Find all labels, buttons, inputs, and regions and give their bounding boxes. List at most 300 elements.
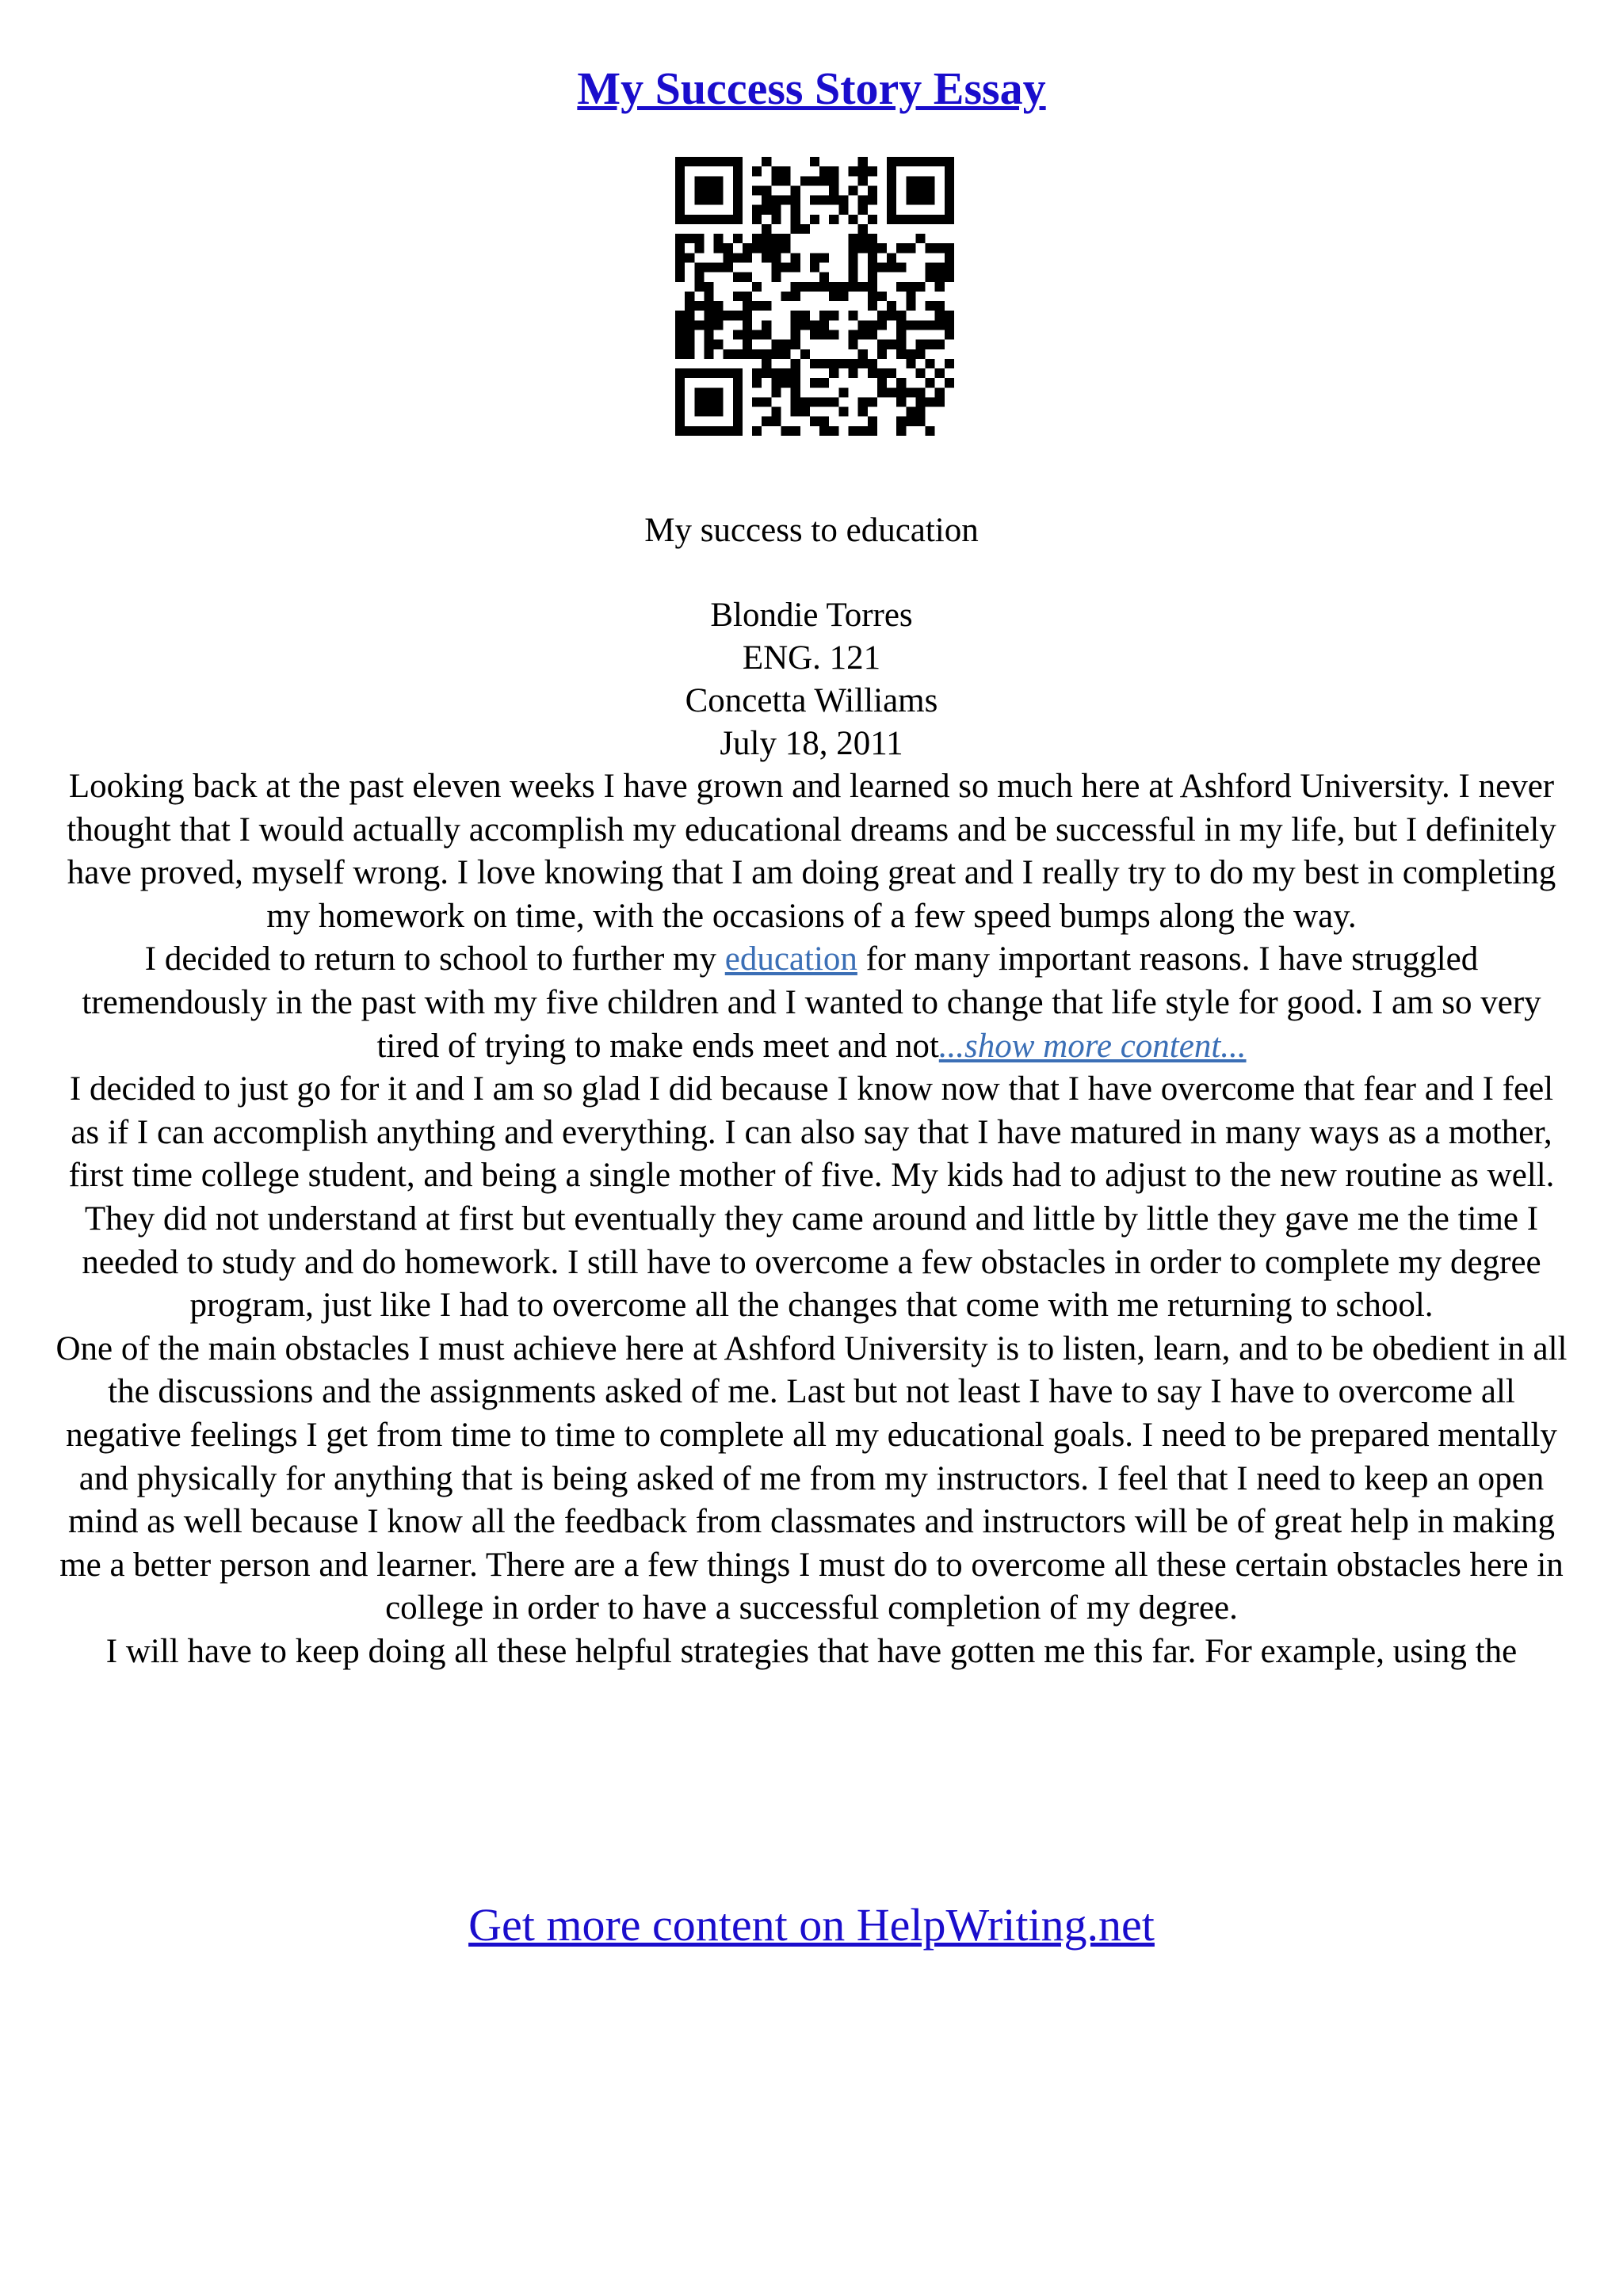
qr-module	[848, 253, 857, 262]
qr-module	[733, 166, 743, 176]
qr-module	[896, 263, 906, 273]
qr-module	[762, 330, 771, 339]
qr-module	[945, 273, 954, 282]
qr-module	[906, 387, 915, 397]
qr-module	[675, 253, 685, 262]
qr-module	[819, 320, 829, 330]
qr-module	[781, 426, 791, 436]
qr-module	[694, 426, 704, 436]
footer-link[interactable]: Get more content on HelpWriting.net	[468, 1899, 1155, 1951]
qr-code-icon	[675, 157, 954, 436]
qr-module	[791, 253, 800, 262]
qr-module	[714, 157, 724, 166]
qr-module	[704, 282, 713, 292]
qr-module	[887, 368, 896, 378]
qr-module	[771, 349, 781, 359]
qr-module	[733, 196, 743, 205]
qr-module	[704, 196, 713, 205]
qr-module	[791, 368, 800, 378]
qr-module	[877, 263, 887, 273]
qr-module	[675, 397, 685, 406]
qr-module	[810, 157, 819, 166]
qr-module	[838, 387, 848, 397]
qr-module	[926, 176, 935, 185]
qr-module	[926, 273, 935, 282]
qr-module	[762, 253, 771, 262]
qr-module	[877, 320, 887, 330]
qr-module	[819, 426, 829, 436]
qr-module	[733, 426, 743, 436]
qr-module	[714, 243, 724, 253]
paragraph-2-text-end: for many important reasons. I have struggled tremendously in the past with my five children and I wanted to change that life style for good. I am so very tired of trying to make ends meet and not	[82, 940, 1541, 1065]
qr-module	[945, 157, 954, 166]
qr-module	[762, 243, 771, 253]
qr-module	[733, 387, 743, 397]
qr-module	[868, 330, 877, 339]
qr-module	[868, 185, 877, 195]
qr-module	[945, 263, 954, 273]
qr-module	[829, 397, 838, 406]
qr-module	[771, 387, 781, 397]
qr-module	[915, 349, 925, 359]
qr-module	[800, 224, 810, 234]
qr-module	[887, 263, 896, 273]
qr-module	[694, 282, 704, 292]
qr-module	[675, 176, 685, 185]
qr-module	[771, 234, 781, 243]
qr-module	[685, 215, 694, 224]
qr-module	[926, 157, 935, 166]
qr-module	[714, 368, 724, 378]
qr-module	[906, 185, 915, 195]
qr-module	[868, 417, 877, 426]
qr-module	[896, 215, 906, 224]
qr-module	[848, 215, 857, 224]
title-link[interactable]: My Success Story Essay	[577, 63, 1046, 114]
qr-module	[743, 340, 752, 349]
qr-module	[704, 397, 713, 406]
qr-module	[714, 301, 724, 311]
qr-module	[810, 176, 819, 185]
qr-module	[810, 417, 819, 426]
qr-module	[848, 263, 857, 273]
qr-module	[868, 234, 877, 243]
qr-module	[714, 397, 724, 406]
qr-module	[781, 340, 791, 349]
paragraph-2	[55, 938, 1568, 1068]
qr-module	[704, 340, 713, 349]
qr-module	[858, 166, 868, 176]
qr-module	[704, 263, 713, 273]
qr-module	[945, 330, 954, 339]
qr-module	[675, 196, 685, 205]
qr-module	[838, 205, 848, 215]
education-link[interactable]: education	[724, 940, 857, 978]
qr-module	[877, 349, 887, 359]
qr-module	[896, 426, 906, 436]
qr-module	[733, 378, 743, 387]
qr-module	[848, 311, 857, 320]
qr-module	[868, 282, 877, 292]
qr-module	[838, 292, 848, 301]
qr-module	[771, 215, 781, 224]
qr-module	[915, 234, 925, 243]
show-more-link[interactable]: ...show more content...	[938, 1027, 1247, 1065]
qr-module	[896, 320, 906, 330]
qr-module	[887, 215, 896, 224]
qr-module	[858, 330, 868, 339]
qr-module	[800, 407, 810, 417]
qr-module	[935, 301, 945, 311]
qr-module	[791, 196, 800, 205]
qr-module	[675, 407, 685, 417]
qr-module	[733, 417, 743, 426]
qr-module	[810, 282, 819, 292]
qr-module	[906, 407, 915, 417]
qr-module	[810, 196, 819, 205]
qr-module	[935, 311, 945, 320]
qr-module	[848, 234, 857, 243]
qr-module	[896, 397, 906, 406]
qr-module	[819, 397, 829, 406]
qr-module	[848, 330, 857, 339]
qr-module	[858, 157, 868, 166]
qr-module	[771, 417, 781, 426]
qr-module	[915, 196, 925, 205]
qr-module	[896, 330, 906, 339]
qr-module	[887, 340, 896, 349]
course-code: ENG. 121	[742, 639, 881, 677]
qr-module	[752, 301, 762, 311]
qr-module	[781, 368, 791, 378]
qr-module	[868, 263, 877, 273]
qr-module	[915, 387, 925, 397]
qr-module	[743, 311, 752, 320]
paragraph-1: Looking back at the past eleven weeks I have grown and learned so much here at Ashford University. I never thought that I would actually accomplish my educational dreams and be successful in my life, but I definitely have proved, myself wrong. I love knowing that I am doing great and I really try to do my best in completing my homework on time, with the occasions of a few speed bumps along the way.	[67, 768, 1556, 935]
qr-module	[791, 387, 800, 397]
qr-module	[791, 359, 800, 368]
paragraph-5: I will have to keep doing all these helpful strategies that have gotten me this far. For example, using the	[105, 1632, 1518, 1670]
qr-module	[819, 273, 829, 282]
qr-module	[887, 185, 896, 195]
qr-module	[752, 426, 762, 436]
essay-body	[55, 765, 1568, 1673]
qr-module	[704, 320, 713, 330]
qr-module	[675, 320, 685, 330]
qr-module	[791, 224, 800, 234]
qr-module	[752, 397, 762, 406]
qr-module	[704, 157, 713, 166]
qr-module	[887, 301, 896, 311]
qr-module	[906, 301, 915, 311]
qr-module	[935, 340, 945, 349]
qr-module	[771, 340, 781, 349]
qr-module	[752, 205, 762, 215]
qr-module	[771, 243, 781, 253]
qr-module	[915, 407, 925, 417]
qr-module	[906, 243, 915, 253]
qr-module	[714, 320, 724, 330]
qr-module	[829, 282, 838, 292]
qr-module	[915, 397, 925, 406]
qr-module	[926, 320, 935, 330]
qr-module	[868, 426, 877, 436]
qr-module	[945, 196, 954, 205]
qr-module	[858, 359, 868, 368]
qr-module	[906, 359, 915, 368]
qr-module	[781, 349, 791, 359]
qr-module	[724, 263, 733, 273]
qr-module	[935, 320, 945, 330]
qr-module	[694, 407, 704, 417]
qr-module	[791, 330, 800, 339]
qr-module	[868, 243, 877, 253]
qr-module	[915, 176, 925, 185]
qr-module	[945, 378, 954, 387]
qr-module	[724, 349, 733, 359]
qr-module	[829, 292, 838, 301]
qr-module	[915, 185, 925, 195]
qr-module	[945, 311, 954, 320]
qr-module	[887, 157, 896, 166]
qr-module	[906, 176, 915, 185]
qr-module	[868, 359, 877, 368]
qr-module	[926, 426, 935, 436]
qr-module	[675, 185, 685, 195]
qr-module	[935, 397, 945, 406]
qr-module	[714, 340, 724, 349]
qr-module	[915, 282, 925, 292]
qr-module	[915, 215, 925, 224]
instructor-name: Concetta Williams	[685, 682, 938, 719]
qr-module	[675, 273, 685, 282]
qr-module	[733, 205, 743, 215]
qr-module	[838, 359, 848, 368]
qr-module	[704, 407, 713, 417]
qr-module	[829, 215, 838, 224]
qr-module	[926, 340, 935, 349]
qr-module	[829, 426, 838, 436]
qr-module	[762, 157, 771, 166]
qr-module	[829, 185, 838, 195]
qr-module	[685, 368, 694, 378]
author-name: Blondie Torres	[710, 597, 913, 634]
qr-module	[935, 157, 945, 166]
qr-module	[704, 349, 713, 359]
qr-module	[694, 273, 704, 282]
qr-module	[762, 224, 771, 234]
qr-module	[675, 368, 685, 378]
qr-module	[694, 320, 704, 330]
qr-module	[743, 243, 752, 253]
qr-module	[781, 292, 791, 301]
qr-module	[675, 166, 685, 176]
qr-module	[829, 311, 838, 320]
qr-module	[810, 320, 819, 330]
qr-module	[685, 320, 694, 330]
qr-module	[733, 273, 743, 282]
paragraph-3: I decided to just go for it and I am so glad I did because I know now that I have overcome that fear and I feel as if I can accomplish anything and everything. I can also say that I have matured in many ways as a mother, first time college student, and being a single mother of five. My kids had to adjust to the new routine as well. They did not understand at first but eventually they came around and little by little they gave me the time I needed to study and do homework. I still have to overcome a few obstacles in order to complete my degree program, just like I had to overcome all the changes that come with me returning to school.	[68, 1070, 1555, 1325]
qr-module	[743, 292, 752, 301]
qr-module	[762, 359, 771, 368]
qr-module	[694, 387, 704, 397]
qr-module	[868, 215, 877, 224]
qr-module	[685, 253, 694, 262]
qr-module	[714, 234, 724, 243]
qr-module	[791, 311, 800, 320]
qr-module	[945, 185, 954, 195]
qr-module	[945, 253, 954, 262]
qr-module	[906, 320, 915, 330]
qr-module	[743, 320, 752, 330]
qr-module	[762, 368, 771, 378]
qr-module	[714, 176, 724, 185]
qr-module	[819, 196, 829, 205]
qr-module	[906, 417, 915, 426]
qr-module	[733, 330, 743, 339]
qr-module	[896, 417, 906, 426]
qr-module	[868, 166, 877, 176]
qr-module	[858, 407, 868, 417]
qr-module	[926, 397, 935, 406]
qr-module	[868, 292, 877, 301]
qr-module	[704, 426, 713, 436]
qr-module	[743, 349, 752, 359]
qr-module	[906, 157, 915, 166]
qr-module	[935, 282, 945, 292]
qr-module	[685, 426, 694, 436]
qr-module	[819, 253, 829, 262]
qr-module	[704, 368, 713, 378]
document-title	[0, 57, 1623, 120]
qr-module	[915, 368, 925, 378]
qr-module	[848, 426, 857, 436]
essay-header-info	[0, 594, 1623, 765]
qr-module	[858, 176, 868, 185]
qr-module	[887, 253, 896, 262]
qr-module	[896, 349, 906, 359]
qr-module	[829, 368, 838, 378]
qr-module	[945, 320, 954, 330]
qr-module	[848, 243, 857, 253]
qr-module	[868, 301, 877, 311]
qr-module	[906, 282, 915, 292]
qr-module	[685, 301, 694, 311]
qr-module	[868, 397, 877, 406]
qr-module	[704, 292, 713, 301]
qr-module	[877, 311, 887, 320]
qr-module	[926, 359, 935, 368]
qr-module	[675, 215, 685, 224]
qr-module	[829, 176, 838, 185]
qr-module	[675, 330, 685, 339]
qr-module	[675, 243, 685, 253]
qr-module	[724, 368, 733, 378]
qr-module	[858, 224, 868, 234]
qr-module	[724, 426, 733, 436]
qr-module	[819, 282, 829, 292]
qr-module	[733, 349, 743, 359]
qr-module	[800, 311, 810, 320]
qr-module	[694, 176, 704, 185]
qr-module	[704, 301, 713, 311]
qr-module	[771, 166, 781, 176]
qr-module	[848, 340, 857, 349]
qr-module	[926, 185, 935, 195]
qr-module	[714, 426, 724, 436]
qr-module	[733, 292, 743, 301]
qr-module	[704, 387, 713, 397]
qr-module	[877, 387, 887, 397]
qr-module	[810, 378, 819, 387]
qr-module	[810, 215, 819, 224]
qr-module	[781, 234, 791, 243]
qr-module	[762, 417, 771, 426]
qr-module	[714, 387, 724, 397]
qr-module	[771, 378, 781, 387]
qr-module	[935, 387, 945, 397]
qr-module	[935, 368, 945, 378]
qr-module	[771, 368, 781, 378]
qr-module	[945, 359, 954, 368]
qr-module	[945, 176, 954, 185]
qr-module	[926, 263, 935, 273]
qr-module	[868, 273, 877, 282]
qr-module	[762, 301, 771, 311]
qr-module	[848, 273, 857, 282]
qr-module	[685, 330, 694, 339]
qr-module	[926, 215, 935, 224]
qr-module	[694, 397, 704, 406]
qr-module	[685, 349, 694, 359]
qr-module	[733, 311, 743, 320]
qr-module	[848, 368, 857, 378]
qr-module	[858, 205, 868, 215]
qr-module	[694, 263, 704, 273]
qr-module	[752, 282, 762, 292]
qr-module	[791, 282, 800, 292]
qr-module	[762, 320, 771, 330]
qr-module	[791, 407, 800, 417]
qr-module	[819, 311, 829, 320]
qr-module	[762, 205, 771, 215]
qr-module	[694, 243, 704, 253]
qr-module	[800, 282, 810, 292]
qr-module	[945, 215, 954, 224]
qr-module	[694, 301, 704, 311]
qr-module	[791, 215, 800, 224]
qr-module	[926, 378, 935, 387]
qr-module	[752, 243, 762, 253]
qr-module	[906, 215, 915, 224]
qr-module	[675, 263, 685, 273]
qr-module	[743, 253, 752, 262]
qr-module	[848, 282, 857, 292]
qr-module	[819, 176, 829, 185]
qr-module	[819, 378, 829, 387]
qr-module	[752, 185, 762, 195]
qr-module	[675, 205, 685, 215]
qr-module	[848, 185, 857, 195]
qr-module	[858, 282, 868, 292]
qr-module	[887, 196, 896, 205]
qr-module	[714, 407, 724, 417]
qr-module	[675, 234, 685, 243]
qr-module	[733, 215, 743, 224]
qr-module	[714, 311, 724, 320]
qr-module	[791, 426, 800, 436]
essay-subtitle: My success to education	[644, 512, 979, 549]
